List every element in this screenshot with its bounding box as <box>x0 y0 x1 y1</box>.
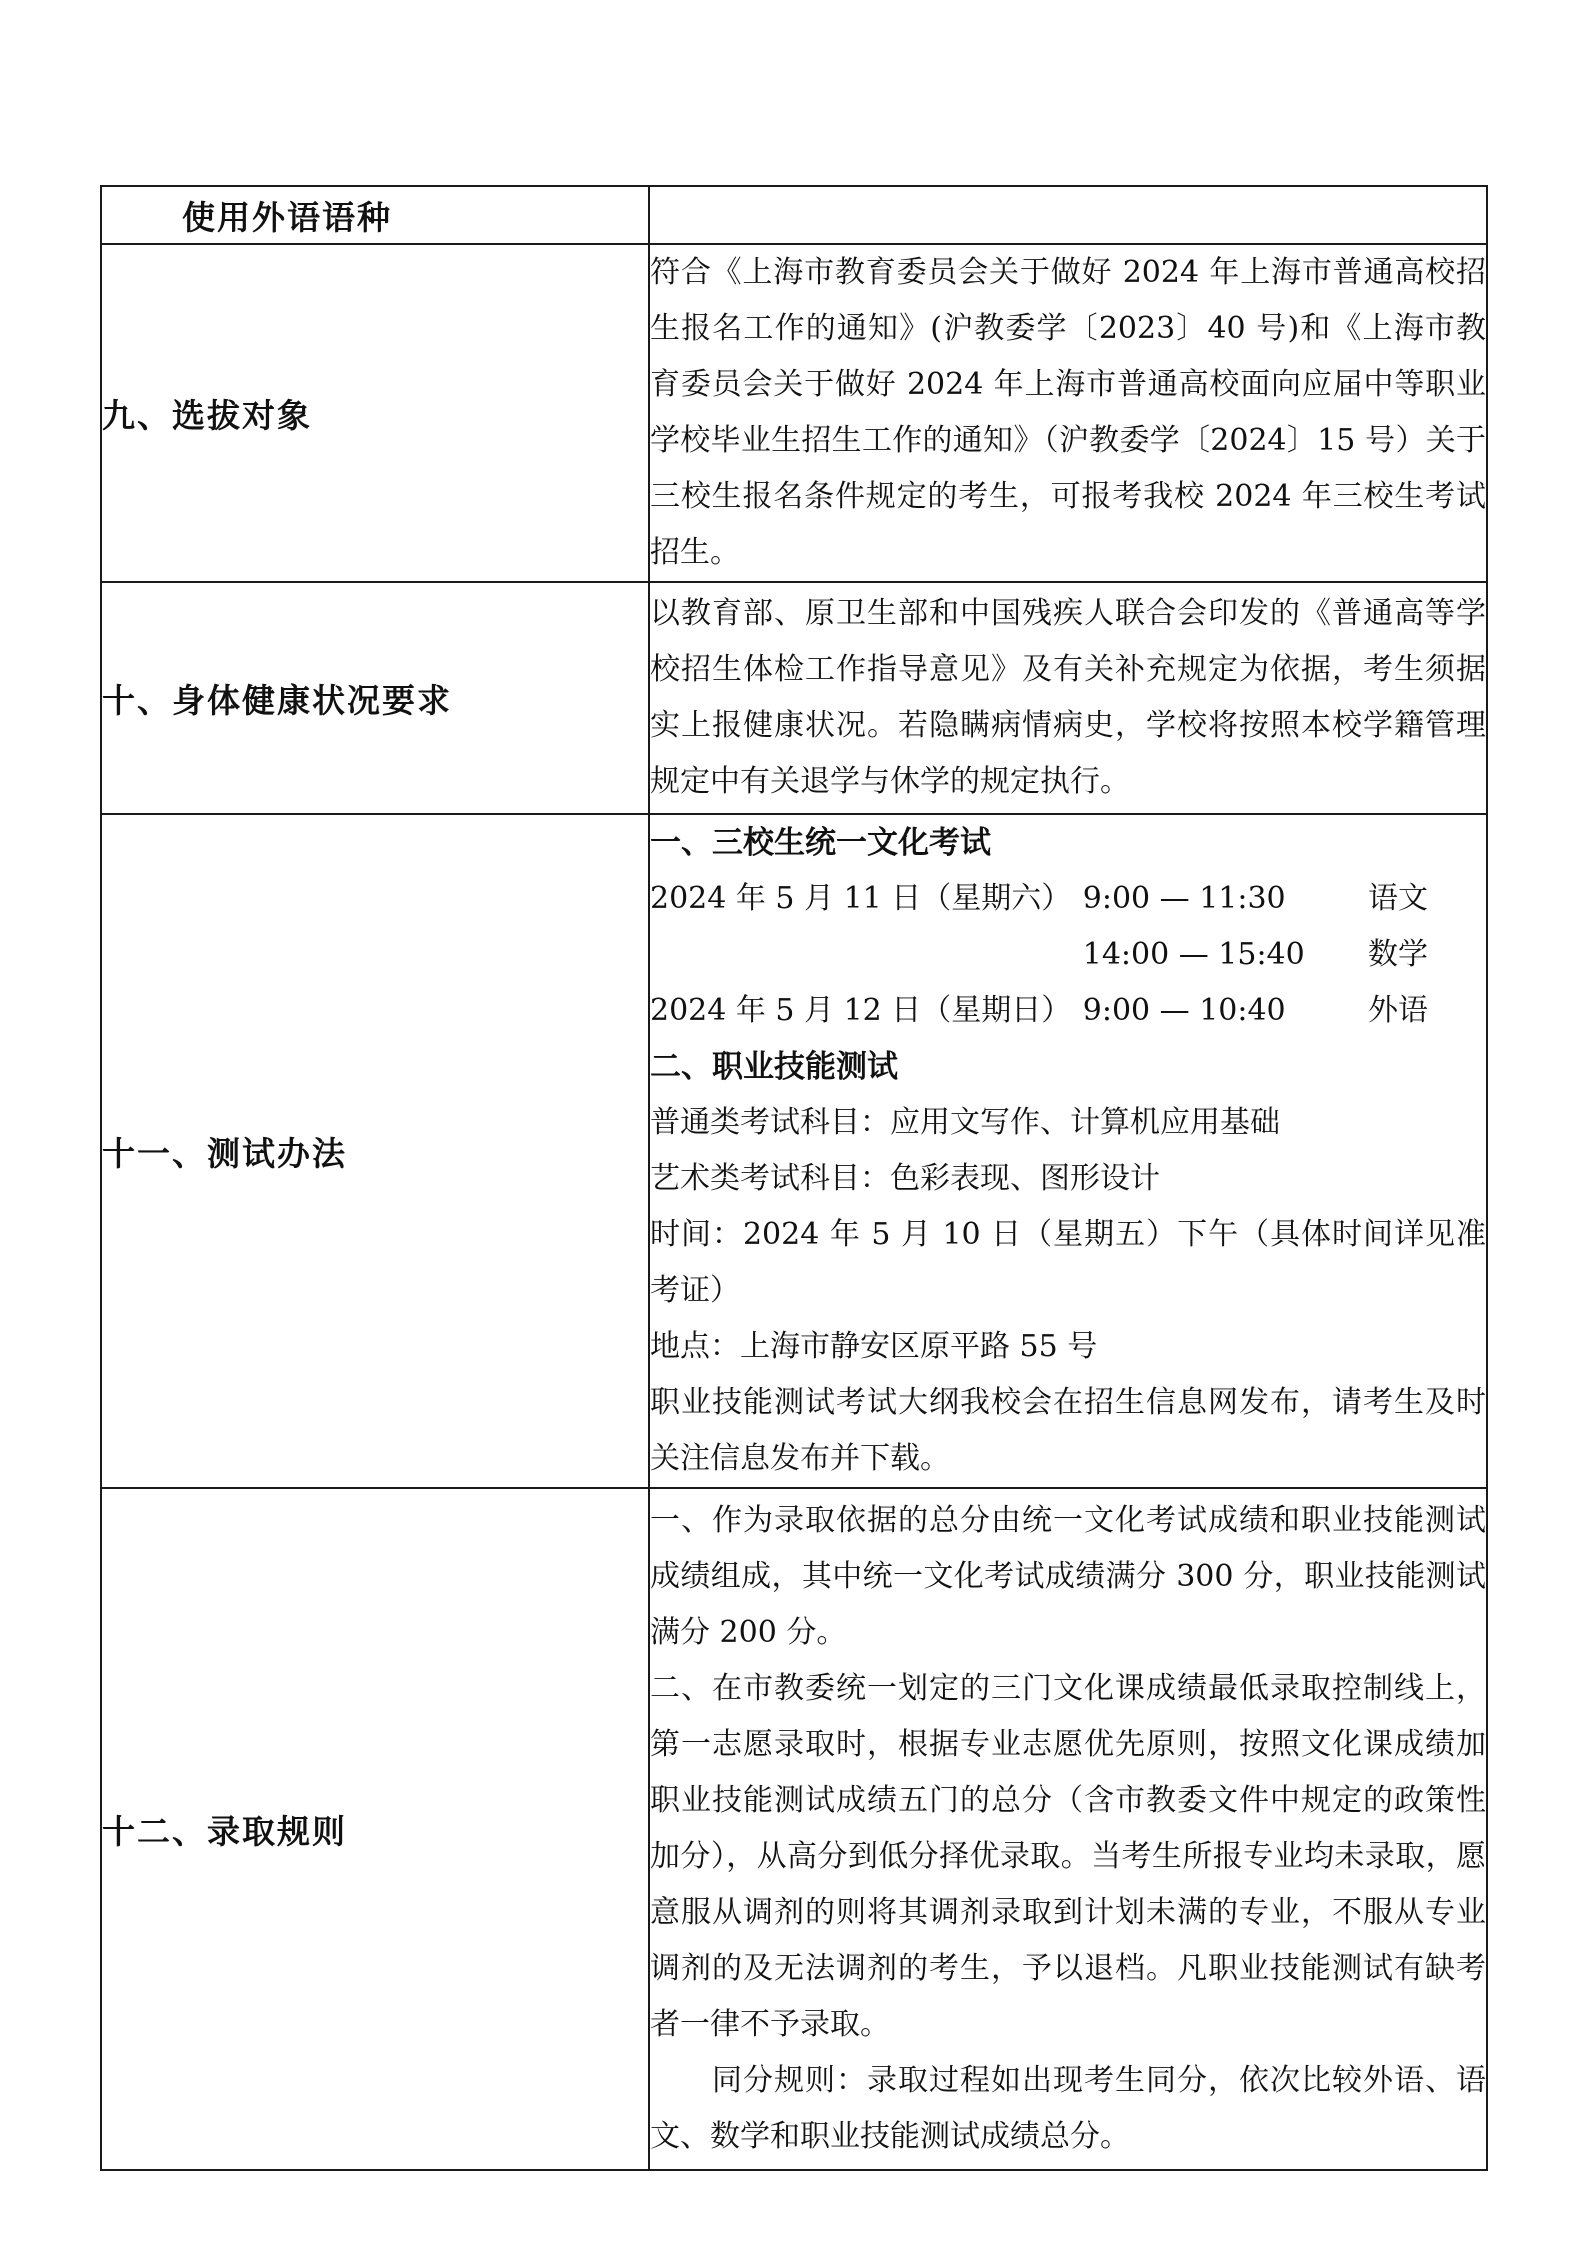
table-row-selection-targets <box>101 244 1487 582</box>
table-row-foreign-language <box>101 186 1487 244</box>
tie-break-rule: 同分规则：录取过程如出现考生同分，依次比较外语、语文、数学和职业技能测试成绩总分。 <box>650 2063 1486 2154</box>
admission-rules-label: 十二、录取规则 <box>101 1488 649 2170</box>
exam-schedule-row <box>650 871 1486 927</box>
exam-subject: 外语 <box>1367 993 1428 1028</box>
health-requirements-text: 以教育部、原卫生部和中国残疾人联合会印发的《普通高等学校招生体检工作指导意见》及有关补充规定为依据，考生须据实上报健康状况。若隐瞒病情病史，学校将按照本校学籍管理规定中有关退学与休学的规定执行。 <box>650 596 1486 799</box>
selection-targets-label: 九、选拔对象 <box>101 244 649 582</box>
exam-time: 14:00 — 15:40 <box>1082 937 1305 972</box>
skills-test-heading: 二、职业技能测试 <box>650 1049 898 1085</box>
exam-time: 9:00 — 10:40 <box>1082 993 1286 1028</box>
art-subjects-line: 艺术类考试科目：色彩表现、图形设计 <box>650 1161 1160 1196</box>
foreign-language-label: 使用外语语种 <box>101 186 649 244</box>
foreign-language-content <box>649 186 1487 244</box>
exam-time: 9:00 — 11:30 <box>1082 881 1286 916</box>
selection-targets-text: 符合《上海市教育委员会关于做好 2024 年上海市普通高校招生报名工作的通知》(沪教委学〔2023〕40 号)和《上海市教育委员会关于做好 2024 年上海市普通高校面向应届中等职业学校毕业生招生工作的通知》（沪教委学〔2024〕15 号）关于三校生报名条件规定的考生，可报考我校 2024 年三校生考试招生。 <box>650 255 1486 570</box>
admission-rule-2: 二、在市教委统一划定的三门文化课成绩最低录取控制线上，第一志愿录取时，根据专业志愿优先原则，按照文化课成绩加职业技能测试成绩五门的总分（含市教委文件中规定的政策性加分），从高分到低分择优录取。当考生所报专业均未录取，愿意服从调剂的则将其调剂录取到计划未满的专业，不服从专业调剂的及无法调剂的考生，予以退档。凡职业技能测试有缺考者一律不予录取。 <box>650 1671 1486 2042</box>
exam-date: 2024 年 5 月 12 日（星期日） <box>650 993 1072 1028</box>
table-row-admission-rules <box>101 1488 1487 2170</box>
admission-rule-1: 一、作为录取依据的总分由统一文化考试成绩和职业技能测试成绩组成，其中统一文化考试成绩满分 300 分，职业技能测试满分 200 分。 <box>650 1503 1486 1650</box>
cultural-exam-heading: 一、三校生统一文化考试 <box>650 825 991 861</box>
skills-test-time-line: 时间：2024 年 5 月 10 日（星期五）下午（具体时间详见准考证） <box>650 1217 1486 1308</box>
selection-targets-content <box>649 244 1487 582</box>
exam-date: 2024 年 5 月 11 日（星期六） <box>650 881 1072 916</box>
exam-date <box>650 927 1083 983</box>
exam-subject: 数学 <box>1367 937 1428 972</box>
skills-test-outline-line: 职业技能测试考试大纲我校会在招生信息网发布，请考生及时关注信息发布并下载。 <box>650 1385 1486 1476</box>
general-subjects-line: 普通类考试科目：应用文写作、计算机应用基础 <box>650 1105 1280 1140</box>
exam-schedule-row <box>650 983 1486 1039</box>
admission-rules-content <box>649 1488 1487 2170</box>
exam-schedule-row <box>650 927 1486 983</box>
table-row-health-requirements <box>101 582 1487 814</box>
admission-info-table <box>100 185 1488 2171</box>
skills-test-place-line: 地点：上海市静安区原平路 55 号 <box>650 1329 1098 1364</box>
health-requirements-content <box>649 582 1487 814</box>
test-methods-content <box>649 814 1487 1488</box>
table-row-test-methods <box>101 814 1487 1488</box>
document-page <box>100 185 1488 2171</box>
test-methods-label: 十一、测试办法 <box>101 814 649 1488</box>
exam-subject: 语文 <box>1367 881 1428 916</box>
health-requirements-label: 十、身体健康状况要求 <box>101 582 649 814</box>
